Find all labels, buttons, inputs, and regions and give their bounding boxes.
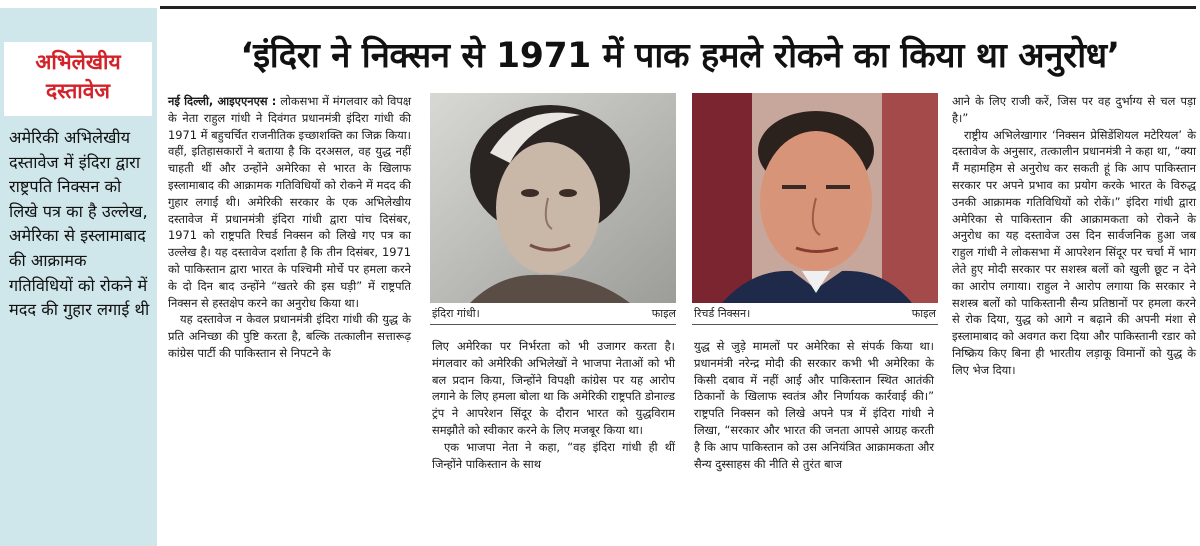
dateline: नई दिल्ली, आइएएनएस : — [168, 94, 277, 108]
article-column-3 — [694, 338, 934, 544]
article-column-2 — [432, 338, 675, 544]
paragraph-text: लोकसभा में मंगलवार को विपक्ष के नेता राहुल गांधी ने दिवंगत प्रधानमंत्री इंदिरा गांधी की 1971 में बहुचर्चित राजनीतिक इच्छाशक्ति का जिक्र किया। वहीं, इतिहासकारों ने बताया है कि दरअसल, वह युद्ध नहीं चाहती थीं और उन्होंने अमेरिका से भारत के खिलाफ इस्लामाबाद की आक्रामक गतिविधियों को रोकने में मदद की गुहार लगाई थी। अमेरिकी सरकार के एक अभिलेखीय दस्तावेज में प्रधानमंत्री इंदिरा गांधी द्वारा पांच दिसंबर, 1971 को राष्ट्रपति रिचर्ड निक्सन को लिखे गए पत्र का उल्लेख है। यह दस्तावेज दर्शाता है कि तीन दिसंबर, 1971 को पाकिस्तान द्वारा भारत के पश्चिमी मोर्चे पर हमला करने के दो दिन बाद उन्होंने “खतरे की इस घड़ी” में राष्ट्रपति निक्सन से हस्तक्षेप करने का अनुरोध किया था। — [168, 94, 411, 310]
section-tag-line2: दस्तावेज — [46, 79, 110, 103]
section-tag-line1: अभिलेखीय — [35, 50, 121, 74]
paragraph: एक भाजपा नेता ने कहा, “वह इंदिरा गांधी ही थीं जिन्होंने पाकिस्तान के साथ — [432, 439, 675, 471]
sidebar-summary: अमेरिकी अभिलेखीय दस्तावेज में इंदिरा द्वारा राष्ट्रपति निक्सन को लिखे पत्र का है उल्लेख, अमेरिका से इस्लामाबाद की आक्रामक गतिविधियों को रोकने में मदद की गुहार लगाई थी — [9, 128, 150, 320]
article-column-1 — [168, 93, 411, 543]
photo-richard-nixon — [692, 93, 938, 303]
caption-source: फाइल — [911, 307, 936, 320]
caption-divider — [430, 324, 676, 325]
paragraph: राष्ट्रीय अभिलेखागार ‘निक्सन प्रेसिडेंशियल मटेरियल’ के दस्तावेज के अनुसार, तत्कालीन प्रधानमंत्री ने कहा था, “क्या मैं महामहिम से अनुरोध कर सकती हूं कि आप पाकिस्तान सरकार पर अपने प्रभाव का प्रयोग करके भारत के विरुद्ध उनकी आक्रामक गतिविधियों को रोकें।” इंदिरा गांधी द्वारा अमेरिका से पाकिस्तान की आक्रामकता को रोकने के अनुरोध का यह दस्तावेज उस दिन सार्वजनिक हुआ जब राहुल गांधी ने लोकसभा में आपरेशन सिंदूर पर चर्चा में भाग लेते हुए मोदी सरकार पर सशस्त्र बलों को खुली छूट न देने का आरोप लगाया। राहुल ने आरोप लगाया कि सरकार ने सशस्त्र बलों को पाकिस्तानी सैन्य प्रतिष्ठानों पर हमला करने से रोक दिया, युद्ध को आगे न बढ़ाने की अपनी मंशा से इस्लामाबाद को अवगत करा दिया और पाकिस्तानी रडार को निष्क्रिय किए बिना ही भारतीय लड़ाकू विमानों को युद्ध के लिए भेज दिया। — [952, 127, 1196, 377]
portrait-nixon-image — [692, 93, 938, 303]
caption-name: इंदिरा गांधी। — [432, 307, 480, 320]
photo-indira-gandhi — [430, 93, 676, 303]
portrait-indira-image — [430, 93, 676, 303]
paragraph — [168, 93, 411, 311]
paragraph: युद्ध से जुड़े मामलों पर अमेरिका से संपर्क किया था। प्रधानमंत्री नरेन्द्र मोदी की सरकार कभी भी अमेरिका के किसी दबाव में नहीं आई और पाकिस्तान स्थित आतंकी ठिकानों के खिलाफ स्वतंत्र और निर्णायक कार्रवाई की।” राष्ट्रपति निक्सन को लिखे अपने पत्र में इंदिरा गांधी ने लिखा, “सरकार और भारत की जनता आपसे आग्रह करती है कि आप पाकिस्तान को उस अनियंत्रित आक्रामकता और सैन्य दुस्साहस की नीति से तुरंत बाज — [694, 339, 934, 471]
headline: ‘इंदिरा ने निक्सन से 1971 में पाक हमले रोकने का किया था अनुरोध’ — [240, 36, 1120, 76]
paragraph: लिए अमेरिका पर निर्भरता को भी उजागर करता है। मंगलवार को अमेरिकी अभिलेखों ने भाजपा नेताओं को भी बल प्रदान किया, जिन्होंने विपक्षी कांग्रेस पर यह आरोप लगाने के लिए हमला बोला था कि अमेरिकी राष्ट्रपति डोनाल्ड ट्रंप ने आपरेशन सिंदूर के दौरान भारत को युद्धविराम समझौते को स्वीकार करने के लिए मजबूर किया था। — [432, 339, 675, 437]
section-tag — [4, 42, 152, 116]
sidebar — [0, 8, 157, 546]
caption-name: रिचर्ड निक्सन। — [694, 307, 751, 320]
caption-source: फाइल — [651, 307, 676, 320]
caption-divider — [692, 324, 938, 325]
paragraph: यह दस्तावेज न केवल प्रधानमंत्री इंदिरा गांधी की युद्ध के प्रति अनिच्छा की पुष्टि करता है, बल्कि तत्कालीन सत्तारूढ़ कांग्रेस पार्टी की पाकिस्तान से निपटने के — [168, 312, 411, 360]
article-column-4 — [952, 93, 1196, 543]
paragraph: आने के लिए राजी करें, जिस पर वह दुर्भाग्य से चल पड़ा है।” — [952, 94, 1196, 125]
top-rule — [160, 6, 1196, 9]
